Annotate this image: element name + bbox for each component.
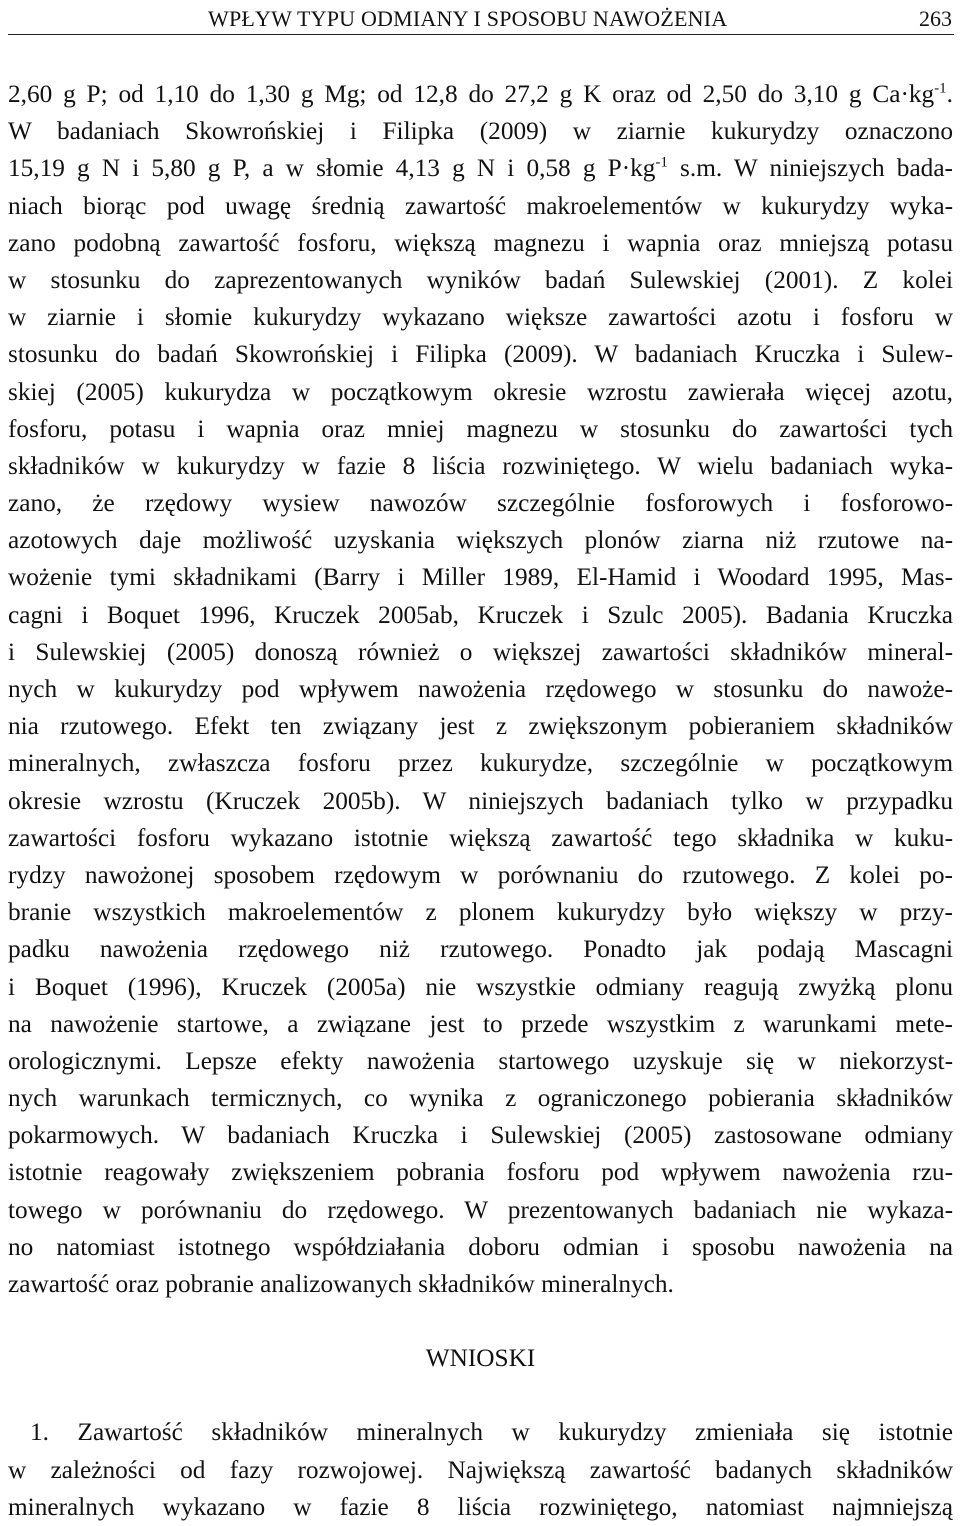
body-line: okresie wzrostu (Kruczek 2005b). W niniejszych badaniach tylko w przypadku (8, 786, 953, 815)
section-gap (8, 1377, 953, 1414)
body-line: nych w kukurydzy pod wpływem nawożenia rzędowego w stosunku do nawoże- (8, 675, 953, 703)
body-line: zano, że rzędowy wysiew nawozów szczególnie fosforowych i fosforowo- (8, 489, 953, 518)
section-heading: WNIOSKI (425, 1344, 536, 1373)
body-line: towego w porównaniu do rzędowego. W prezentowanych badaniach nie wykaza- (8, 1195, 953, 1224)
body-line: 15,19 g N i 5,80 g P, a w słomie 4,13 g N i 0,58 g $P\cdot kg^{-1}$ s.m. W niniejszych bada- (8, 154, 953, 183)
body-line: w ziarnie i słomie kukurydzy wykazano większe zawartości azotu i fosforu w (8, 303, 953, 332)
body-line: istotnie reagowały zwiększeniem pobrania fosforu pod wpływem nawożenia rzu- (8, 1158, 953, 1187)
body-line: pokarmowych. W badaniach Kruczka i Sulewskiej (2005) zastosowane odmiany (8, 1121, 953, 1150)
conclusion-line: 1. Zawartość składników mineralnych w kukurydzy zmieniała się istotnie (30, 1418, 953, 1447)
body-text (8, 76, 953, 1526)
running-header (8, 4, 954, 35)
body-line: W badaniach Skowrońskiej i Filipka (2009) w ziarnie kukurydzy oznaczono (8, 117, 953, 146)
body-line: stosunku do badań Skowrońskiej i Filipka (2009). W badaniach Kruczka i Sulew- (8, 340, 953, 369)
body-line: mineralnych, zwłaszcza fosforu przez kukurydze, szczególnie w początkowym (8, 749, 953, 778)
body-line: fosforu, potasu i wapnia oraz mniej magnezu w stosunku do zawartości tych (8, 414, 953, 443)
body-line: azotowych daje możliwość uzyskania większych plonów ziarna niż rzutowe na- (8, 526, 953, 555)
body-line: nych warunkach termicznych, co wynika z ograniczonego pobierania składników (8, 1084, 953, 1113)
body-line: rydzy nawożonej sposobem rzędowym w porównaniu do rzutowego. Z kolei po- (8, 860, 953, 889)
body-line: no natomiast istotnego współdziałania doboru odmian i sposobu nawożenia na (8, 1232, 953, 1261)
body-line: i Boquet (1996), Kruczek (2005a) nie wszystkie odmiany reagują zwyżką plonu (8, 972, 953, 1001)
page-number: 263 (919, 6, 952, 31)
conclusion-line: mineralnych wykazano w fazie 8 liścia rozwiniętego, natomiast najmniejszą (8, 1492, 953, 1521)
running-title: WPŁYW TYPU ODMIANY I SPOSOBU NAWOŻENIA (208, 6, 728, 31)
body-line: skiej (2005) kukurydza w początkowym okresie wzrostu zawierała więcej azotu, (8, 377, 953, 406)
body-line: 2,60 g P; od 1,10 do 1,30 g Mg; od 12,8 do 27,2 g K oraz od 2,50 do 3,10 g $Ca\cdot kg^{-1}$. (8, 80, 953, 108)
body-line: padku nawożenia rzędowego niż rzutowego. Ponadto jak podają Mascagni (8, 935, 953, 964)
body-line: zawartość oraz pobranie analizowanych składników mineralnych. (8, 1270, 674, 1298)
body-line: branie wszystkich makroelementów z plonem kukurydzy było większy w przy- (8, 898, 953, 927)
body-line: w stosunku do zaprezentowanych wyników badań Sulewskiej (2001). Z kolei (8, 265, 953, 294)
body-line: niach biorąc pod uwagę średnią zawartość makroelementów w kukurydzy wyka- (8, 191, 953, 220)
body-line: składników w kukurydzy w fazie 8 liścia rozwiniętego. W wielu badaniach wyka- (8, 451, 953, 480)
body-line: wożenie tymi składnikami (Barry i Miller 1989, El-Hamid i Woodard 1995, Mas- (8, 563, 953, 592)
section-gap (8, 1303, 953, 1340)
body-line: zawartości fosforu wykazano istotnie większą zawartość tego składnika w kuku- (8, 823, 953, 852)
body-line: i Sulewskiej (2005) donoszą również o większej zawartości składników mineral- (8, 637, 953, 666)
body-line: zano podobną zawartość fosforu, większą magnezu i wapnia oraz mniejszą potasu (8, 228, 953, 257)
body-line: nia rzutowego. Efekt ten związany jest z zwiększonym pobieraniem składników (8, 712, 953, 741)
body-line: na nawożenie startowe, a związane jest to przede wszystkim z warunkami mete- (8, 1009, 953, 1038)
body-line: orologicznymi. Lepsze efekty nawożenia startowego uzyskuje się w niekorzyst- (8, 1046, 953, 1075)
body-line: cagni i Boquet 1996, Kruczek 2005ab, Kruczek i Szulc 2005). Badania Kruczka (8, 600, 953, 629)
conclusion-line: w zależności od fazy rozwojowej. Największą zawartość badanych składników (8, 1455, 953, 1484)
